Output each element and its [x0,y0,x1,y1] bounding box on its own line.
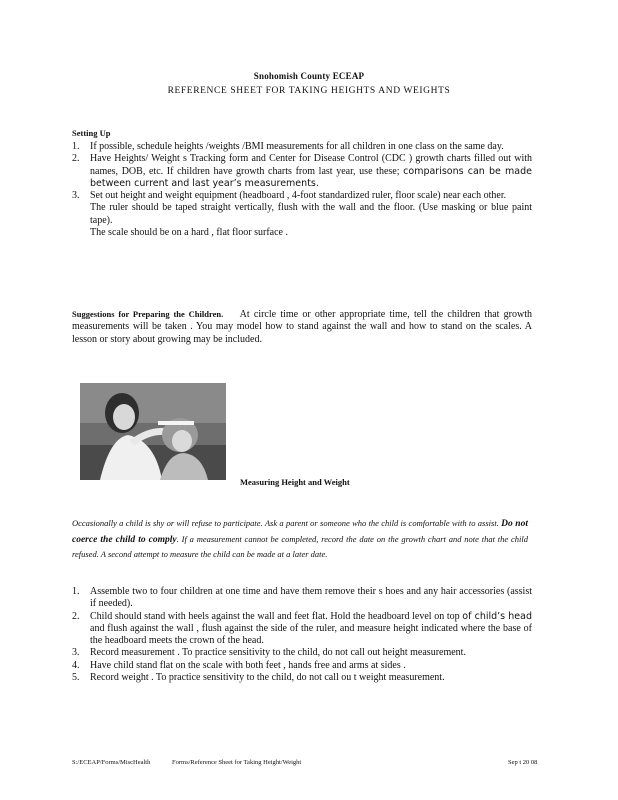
measuring-photo-image [80,383,226,480]
list-item: 5. Record weight . To practice sensitivity to the child, do not call ou t weight measurement. [72,672,445,684]
suggestions-heading: Suggestions for Preparing the Children. [72,309,224,319]
list-item: 1. Assemble two to four children at one time and have them remove their s hoes and any hair accessories (assist if needed). [72,586,532,610]
list-item: 3. Record measurement . To practice sensitivity to the child, do not call out height measurement. [72,647,466,659]
program-title: Snohomish County ECEAP [253,71,365,81]
list-item: 2. Have Heights/ Weight s Tracking form and Center for Disease Control (CDC ) growth charts filled out with names, DOB, etc. If children have growth charts from last year, use these; comparisons can be made between current and last year’s measurements. [72,153,532,189]
suggestions-paragraph: Suggestions for Preparing the Children. At circle time or other appropriate time, tell the children that growth measurements will be taken . You may model how to stand against the wall and how to stand on the scales. A lesson or story about growing may be included. [72,309,532,345]
setup-list [72,141,532,239]
footer-title: Forms/Reference Sheet for Taking Height/Weight [172,759,302,766]
measuring-list [72,586,532,684]
footer-path: S:/ECEAP/Forms/MiscHealth [72,759,151,766]
list-item: 4. Have child stand flat on the scale with both feet , hands free and arms at sides . [72,659,406,671]
list-item: 3. Set out height and weight equipment (headboard , 4-foot standardized ruler, floor scale) near each other. The ruler should be taped straight vertically, flush with the wall and the floor. (Use masking or blue paint tape). The scale should be on a hard , flat floor surface . [72,190,532,239]
measuring-heading: Measuring Height and Weight [240,477,350,487]
list-item: 1. If possible, schedule heights /weights /BMI measurements for all children in one class on the same day. [72,141,504,152]
measuring-note: Occasionally a child is shy or will refuse to participate. Ask a parent or someone who the child is comfortable with to assist. Do not coerce the child to comply. If a measurement cannot be completed, record the date on the growth chart and note that the child refused. A second attempt to measure the child can be made at a later date. [72,518,528,559]
measuring-photo [80,383,226,480]
document-title: REFERENCE SHEET FOR TAKING HEIGHTS AND WEIGHTS [167,86,451,96]
setup-heading: Setting Up [72,128,111,138]
footer-date: Sep t 20 08 [508,759,538,766]
list-item: 2. Child should stand with heels against the wall and feet flat. Hold the headboard level on top of child’s head and flush against the wall , flush against the side of the ruler, and measure height indicated where the base of the headboard meets the crown of the head. [72,610,532,647]
